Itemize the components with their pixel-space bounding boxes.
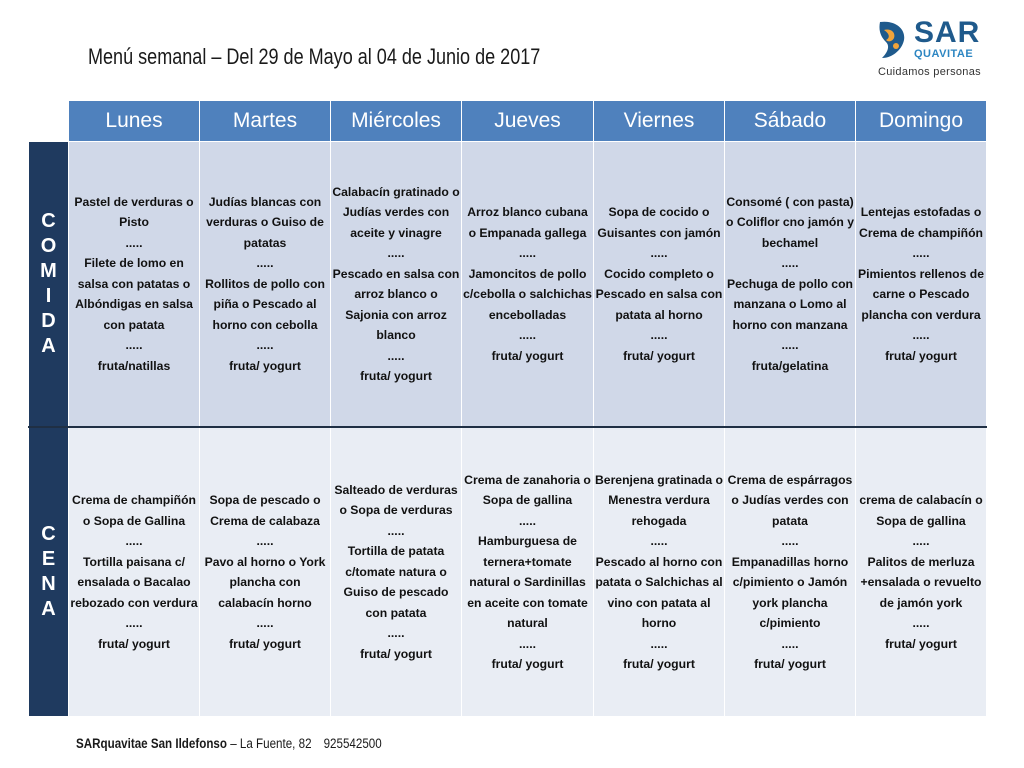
page-title: Menú semanal – Del 29 de Mayo al 04 de Junio de 2017: [88, 44, 541, 69]
dish-text: Pastel de verduras o Pisto: [74, 194, 194, 230]
separator: .....: [256, 616, 274, 630]
dish-text: crema de calabacín o Sopa de gallina: [859, 493, 983, 528]
logo-tagline: Cuidamos personas: [878, 66, 981, 78]
day-header: Martes: [200, 101, 331, 142]
menu-cell: [462, 427, 594, 717]
dish-text: Filete de lomo en salsa con patatas o Albóndigas en salsa con patata: [75, 256, 193, 332]
separator: .....: [519, 328, 536, 342]
separator: .....: [781, 256, 799, 271]
dish-text: fruta/ yogurt: [360, 646, 432, 661]
dish-text: Jamoncitos de pollo c/cebolla o salchichas encebolladas: [463, 266, 592, 322]
separator: .....: [256, 338, 274, 353]
day-header: Viernes: [594, 101, 725, 142]
day-header: Sábado: [725, 101, 856, 142]
meal-label-letter: C: [41, 210, 56, 232]
menu-cell: [725, 142, 856, 428]
day-header: Domingo: [856, 101, 987, 142]
footer-phone: 925542500: [323, 736, 382, 751]
footer-name: SARquavitae San Ildefonso: [76, 736, 227, 751]
menu-cell: [725, 427, 856, 717]
dish-text: Palitos de merluza +ensalada o revuelto de jamón york: [860, 554, 982, 610]
separator: .....: [912, 246, 930, 260]
menu-cell: [331, 427, 462, 717]
menu-cell: [856, 142, 987, 428]
menu-cell: [200, 142, 331, 428]
separator: .....: [125, 235, 143, 250]
dish-text: Empanadillas horno c/pimiento o Jamón york plancha c/pimiento: [731, 554, 849, 630]
separator: .....: [387, 348, 405, 363]
dish-text: Crema de zanahoria o Sopa de gallina: [464, 472, 591, 507]
dish-text: fruta/ yogurt: [754, 657, 826, 671]
dish-text: fruta/gelatina: [751, 358, 829, 373]
days-header-row: [29, 101, 987, 142]
dish-text: Salteado de verduras o Sopa de verduras: [334, 482, 458, 518]
separator: .....: [125, 534, 143, 548]
menu-cell: [594, 142, 725, 428]
separator: .....: [912, 534, 930, 548]
meal-label-letter: E: [41, 548, 56, 570]
logo-mark-icon: [876, 20, 908, 60]
dish-text: Sopa de pescado o Crema de calabaza: [209, 493, 321, 528]
menu-cell: [69, 427, 200, 717]
dish-text: fruta/ yogurt: [623, 657, 695, 671]
dish-text: fruta/ yogurt: [885, 636, 957, 651]
day-header: Lunes: [69, 101, 200, 142]
separator: .....: [125, 616, 143, 630]
separator: .....: [387, 626, 405, 641]
menu-cell: [200, 427, 331, 717]
dish-text: Sopa de cocido o Guisantes con jamón: [597, 205, 721, 240]
separator: .....: [781, 636, 799, 651]
dish-text: Pechuga de pollo con manzana o Lomo al horno con manzana: [727, 276, 853, 332]
dish-text: fruta/ yogurt: [229, 358, 301, 373]
dish-text: Consomé ( con pasta) o Coliflor cno jamón y bechamel: [726, 194, 854, 250]
dish-text: Crema de espárragos o Judías verdes con patata: [727, 472, 853, 528]
dish-text: fruta/ yogurt: [623, 348, 695, 363]
separator: .....: [387, 523, 405, 538]
weekly-menu-table: [28, 100, 987, 717]
separator: .....: [256, 256, 274, 271]
separator: .....: [125, 338, 143, 353]
dish-text: Berenjena gratinada o Menestra verdura rehogada: [594, 472, 723, 528]
dish-text: Rollitos de pollo con piña o Pescado al horno con cebolla: [205, 276, 325, 332]
dish-text: fruta/ yogurt: [491, 657, 564, 671]
dish-text: Tortilla paisana c/ ensalada o Bacalao rebozado con verdura: [70, 554, 198, 610]
separator: .....: [781, 338, 799, 353]
day-header: Miércoles: [331, 101, 462, 142]
dish-text: fruta/ yogurt: [360, 369, 432, 383]
logo-subname: QUAVITAE: [914, 48, 974, 60]
dish-text: Crema de champiñón o Sopa de Gallina: [72, 493, 196, 528]
meal-label-letter: M: [40, 260, 57, 282]
comida-row: [29, 142, 987, 428]
menu-cell: [594, 427, 725, 717]
separator: .....: [650, 534, 668, 548]
day-header: Jueves: [462, 101, 594, 142]
separator: .....: [519, 636, 536, 651]
dish-text: Pescado en salsa con arroz blanco o Sajonia con arroz blanco: [332, 266, 460, 342]
meal-label-letter: C: [41, 523, 56, 545]
dish-text: Tortilla de patata c/tomate natura o Guiso de pescado con patata: [343, 544, 449, 620]
separator: .....: [781, 534, 799, 548]
separator: .....: [650, 636, 668, 651]
dish-text: Pescado al horno con patata o Salchichas al vino con patata al horno: [595, 554, 723, 630]
dish-text: Calabacín gratinado o Judías verdes con aceite y vinagre: [332, 184, 460, 240]
meal-label-letter: A: [41, 335, 56, 357]
separator: .....: [519, 513, 536, 528]
separator: .....: [387, 246, 405, 260]
logo-name: SAR: [914, 16, 981, 49]
meal-label-letter: A: [41, 598, 56, 620]
dish-text: fruta/natillas: [97, 358, 171, 373]
meal-label-letter: O: [40, 235, 57, 257]
dish-text: fruta/ yogurt: [885, 348, 957, 363]
company-logo: [872, 16, 984, 84]
dish-text: Arroz blanco cubana o Empanada gallega: [467, 205, 588, 240]
menu-cell: [331, 142, 462, 428]
separator: .....: [256, 534, 274, 548]
dish-text: fruta/ yogurt: [229, 636, 301, 651]
dish-text: Lentejas estofadas o Crema de champiñón: [859, 205, 983, 240]
separator: .....: [519, 246, 536, 260]
dish-text: Cocido completo o Pescado en salsa con patata al horno: [595, 266, 723, 322]
menu-cell: [462, 142, 594, 428]
menu-cell: [69, 142, 200, 428]
dish-text: Hamburguesa de ternera+tomate natural o Sardinillas en aceite con tomate natural: [467, 534, 588, 630]
dish-text: fruta/ yogurt: [491, 348, 564, 363]
menu-cell: [856, 427, 987, 717]
dish-text: Pavo al horno o York plancha con calabacín horno: [204, 554, 326, 610]
cena-row: [29, 427, 987, 717]
dish-text: fruta/ yogurt: [98, 636, 170, 651]
separator: .....: [650, 246, 668, 260]
footer-address: – La Fuente, 82: [226, 736, 312, 751]
header-corner: [29, 101, 69, 142]
separator: .....: [912, 328, 930, 342]
separator: .....: [650, 328, 668, 342]
dish-text: Judías blancas con verduras o Guiso de patatas: [206, 194, 324, 250]
dish-text: Pimientos rellenos de carne o Pescado plancha con verdura: [858, 266, 984, 322]
footer: [76, 736, 382, 751]
meal-label-letter: D: [41, 310, 56, 332]
meal-label: [29, 142, 69, 428]
meal-label-letter: I: [45, 285, 52, 307]
meal-label-letter: N: [41, 573, 56, 595]
meal-label: [29, 427, 69, 717]
separator: .....: [912, 616, 930, 630]
